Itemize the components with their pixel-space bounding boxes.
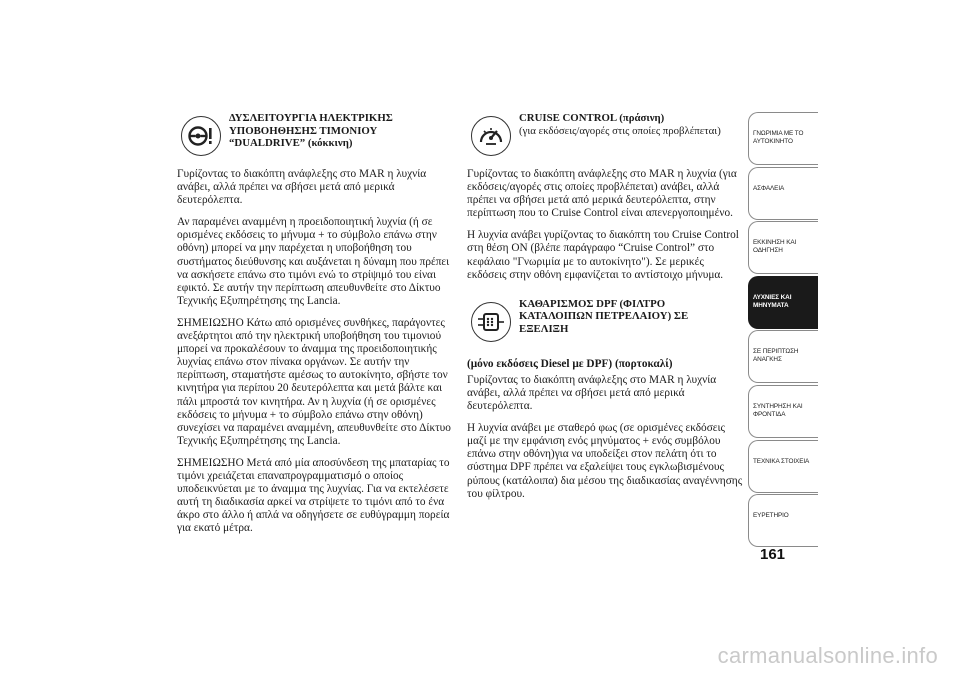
tab-label: ΤΕΧΝΙΚΑ ΣΤΟΙΧΕΙΑ xyxy=(753,457,810,465)
steering-warning-header xyxy=(177,112,459,162)
left-column xyxy=(177,112,459,535)
tab-label: ΜΗΝΥΜΑΤΑ xyxy=(753,301,789,309)
tab-label: ΟΔΗΓΗΣΗ xyxy=(753,247,783,255)
tab-label: ΣΕ ΠΕΡΙΠΤΩΣΗ xyxy=(753,348,799,356)
paragraph: Γυρίζοντας το διακόπτη ανάφλεξης στο MAR η λυχνία (για εκδόσεις/αγορές στις οποίες προβλέπεται) ανάβει, αλλά πρέπει να σβήσει μετά από μερικά δευτερόλεπτα, στην περίπτωση που το Cruise Control είναι απενεργοποιημένο. xyxy=(467,168,737,220)
tab-label: ΑΥΤΟΚΙΝΗΤΟ xyxy=(753,138,793,145)
dpf-filter-icon xyxy=(471,302,511,342)
note-paragraph: ΣΗΜΕΙΩΣΗΟ Κάτω από ορισμένες συνθήκες, παράγοντες ανεξάρτητοι από την ηλεκτρική υποβοήθηση του τιμονιού μπορεί να προκαλέσουν το άναμμα της προειδοποιητικής λυχνίας επάνω στον πίνακα οργάνων. Σε αυτήν την περίπτωση, σταματήστε αμέσως το αυτοκίνητο, σβήστε τον κινητήρα για περίπου 20 δευτερόλεπτα και μετά βάλτε και πάλι μπροστά τον κινητήρα. Αν η λυχνία (ή σε ορισμένες εκδόσεις το μήνυμα + το σύμβολο επάνω στην οθόνη) συνεχίσει να παραμένει αναμμένη, απευθυνθείτε στο Δίκτυο Τεχνικής Εξυπηρέτησης της Lancia. xyxy=(177,316,451,447)
tab-starting-driving[interactable] xyxy=(748,221,818,274)
heading-subline: (για εκδόσεις/αγορές στις οποίες προβλέπεται) xyxy=(519,124,721,137)
tab-label: ΦΡΟΝΤΙΔΑ xyxy=(753,410,786,418)
chapter-tabs xyxy=(748,112,818,549)
tab-emergency[interactable] xyxy=(748,330,818,383)
heading-line: ΥΠΟΒΟΗΘΗΣΗΣ ΤΙΜΟΝΙΟΥ xyxy=(229,124,378,137)
tab-label: ΣΥΝΤΗΡΗΣΗ ΚΑΙ xyxy=(753,402,803,410)
dpf-header xyxy=(467,298,743,348)
tab-warning-lights[interactable] xyxy=(748,276,818,329)
note-paragraph: ΣΗΜΕΙΩΣΗΟ Μετά από μία αποσύνδεση της μπαταρίας το τιμόνι χρειάζεται επαναπρογραμματισμό ο οποίος υποδεικνύεται με το άναμμα της λυχνίας. Για να εκτελέσετε αυτή τη διαδικασία αρκεί να στρίψετε το τιμόνι από το ένα άκρο στο άλλο ή απλά να οδηγήσετε σε ευθύγραμμη πορεία για εκατό μέτρα. xyxy=(177,456,450,535)
paragraph: Η λυχνία ανάβει γυρίζοντας το διακόπτη του Cruise Control στη θέση ON (βλέπε παράγραφο “Cruise Control” στο κεφάλαιο "Γνωριμία με το αυτοκίνητο"). Σε μερικές εκδόσεις στην οθόνη εμφανίζεται το αντίστοιχο μήνυμα. xyxy=(467,229,739,281)
cruise-control-header xyxy=(467,112,743,162)
heading-line: “DUALDRIVE” (κόκκινη) xyxy=(229,137,353,150)
paragraph: Αν παραμένει αναμμένη η προειδοποιητική λυχνία (ή σε ορισμένες εκδόσεις το μήνυμα + το σύμβολο επάνω στην οθόνη) μπορεί να μην παρέχεται η υποβοήθηση του συστήματος διεύθυνσης και αυξάνεται η δύναμη που πρέπει να ασκήσετε επάνω στο τιμόνι ενώ το στρίψιμό του είναι εφικτό. Σε αυτήν την περίπτωση απευθυνθείτε στο Δίκτυο Τεχνικής Εξυπηρέτησης της Lancia. xyxy=(177,216,450,307)
tab-safety[interactable] xyxy=(748,167,818,220)
tab-label: ΛΥΧΝΙΕΣ ΚΑΙ xyxy=(753,293,792,301)
paragraph: Η λυχνία ανάβει με σταθερό φως (σε ορισμένες εκδόσεις μαζί με την εμφάνιση ενός μηνύματος + ενός συμβόλου επάνω στην οθόνη)για να υποδείξει στον πελάτη ότι το σύστημα DPF πρέπει να εξαλείψει τους εγκλωβισμένους ρύπους (κατάλοιπα) δια μέσου της διαδικασίας αναγέννησης του φίλτρου. xyxy=(467,422,743,500)
steering-warning-icon xyxy=(181,116,221,156)
tab-index[interactable] xyxy=(748,494,818,547)
tab-label: ΓΝΩΡΙΜΙΑ ΜΕ ΤΟ xyxy=(753,130,804,137)
steering-warning-title xyxy=(229,112,393,150)
middle-column xyxy=(467,112,743,501)
tab-technical-data[interactable] xyxy=(748,440,818,493)
heading-line: CRUISE CONTROL (πράσινη) xyxy=(519,112,665,124)
tab-maintenance[interactable] xyxy=(748,385,818,438)
tab-getting-to-know[interactable] xyxy=(748,112,818,165)
heading-line: ΚΑΤΑΛΟΙΠΩΝ ΠΕΤΡΕΛΑΙΟΥ) ΣΕ xyxy=(519,310,689,323)
dpf-subheading: (μόνο εκδόσεις Diesel με DPF) (πορτοκαλί) xyxy=(467,357,673,370)
cruise-control-title xyxy=(519,112,721,137)
tab-label: ΑΝΑΓΚΗΣ xyxy=(753,356,782,364)
paragraph: Γυρίζοντας το διακόπτη ανάφλεξης στο MAR η λυχνία ανάβει, αλλά πρέπει να σβήσει μετά από μερικά δευτερόλεπτα. xyxy=(467,373,717,413)
speedometer-icon xyxy=(471,116,511,156)
heading-line: ΚΑΘΑΡΙΣΜΟΣ DPF (ΦΙΛΤΡΟ xyxy=(519,297,666,310)
tab-label: ΕΥΡΕΤΗΡΙΟ xyxy=(753,512,789,520)
tab-label: ΑΣΦΑΛΕΙΑ xyxy=(753,184,785,192)
page-number: 161 xyxy=(760,546,786,563)
tab-label: ΕΚΚΙΝΗΣΗ ΚΑΙ xyxy=(753,239,797,247)
paragraph: Γυρίζοντας το διακόπτη ανάφλεξης στο MAR η λυχνία ανάβει, αλλά πρέπει να σβήσει μετά από μερικά δευτερόλεπτα. xyxy=(177,168,427,207)
heading-line: ΔΥΣΛΕΙΤΟΥΡΓΙΑ ΗΛΕΚΤΡΙΚΗΣ xyxy=(229,112,393,124)
heading-line: ΕΞΕΛΙΞΗ xyxy=(519,322,569,335)
dpf-title xyxy=(519,298,688,336)
watermark: carmanualsonline.info xyxy=(717,643,938,668)
